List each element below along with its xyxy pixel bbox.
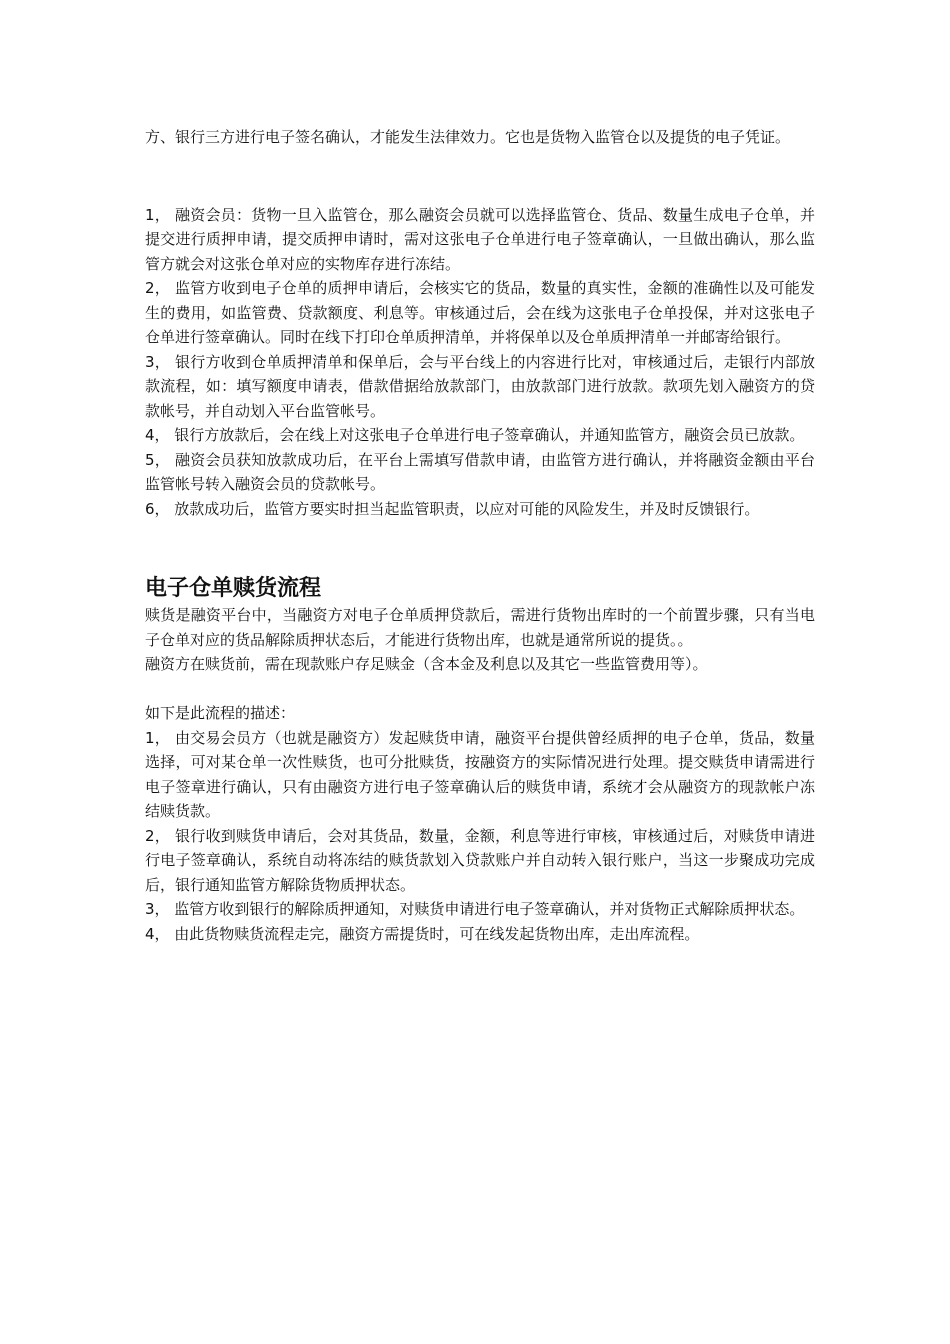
- redemption-step: 2， 银行收到赎货申请后，会对其货品，数量，金额，利息等进行审核，审核通过后，对赎货申请进行电子签章确认，系统自动将冻结的赎货款划入贷款账户并自动转入银行账户，当这一步聚成功完成后，银行通知监管方解除货物质押状态。: [145, 826, 815, 894]
- steps-intro: 如下是此流程的描述：: [145, 704, 296, 722]
- redemption-steps-list: [145, 726, 815, 947]
- pledge-step: 3， 银行方收到仓单质押清单和保单后，会与平台线上的内容进行比对，审核通过后，走银行内部放款流程，如：填写额度申请表，借款借据给放款部门，由放款部门进行放款。款项先划入融资方的贷款帐号，并自动划入平台监管帐号。: [145, 352, 815, 420]
- redemption-deposit-note: 融资方在赎货前，需在现款账户存足赎金（含本金及利息以及其它一些监管费用等）。: [145, 655, 708, 673]
- document-page: [145, 0, 815, 946]
- intro-paragraph: 方、银行三方进行电子签名确认，才能发生法律效力。它也是货物入监管仓以及提货的电子凭证。: [145, 128, 791, 146]
- pledge-step: 4， 银行方放款后，会在线上对这张电子仓单进行电子签章确认，并通知监管方，融资会员已放款。: [145, 426, 805, 444]
- pledge-steps-list: [145, 203, 815, 522]
- section-heading: 电子仓单赎货流程: [145, 576, 322, 601]
- pledge-step: 6， 放款成功后，监管方要实时担当起监管职责，以应对可能的风险发生，并及时反馈银行。: [145, 499, 760, 518]
- pledge-step: 5， 融资会员获知放款成功后，在平台上需填写借款申请，由监管方进行确认，并将融资金额由平台监管帐号转入融资会员的贷款帐号。: [145, 450, 815, 493]
- pledge-step: 2， 监管方收到电子仓单的质押申请后，会核实它的货品，数量的真实性，金额的准确性以及可能发生的费用，如监管费、贷款额度、利息等。审核通过后，会在线为这张电子仓单投保，并对这张电子仓单进行签章确认。同时在线下打印仓单质押清单，并将保单以及仓单质押清单一并邮寄给银行。: [145, 279, 815, 346]
- redemption-step: 1， 由交易会员方（也就是融资方）发起赎货申请，融资平台提供曾经质押的电子仓单，货品，数量选择，可对某仓单一次性赎货，也可分批赎货，按融资方的实际情况进行处理。提交赎货申请需进行电子签章进行确认，只有由融资方进行电子签章确认后的赎货申请，系统才会从融资方的现款帐户冻结赎货款。: [145, 728, 815, 820]
- redemption-step: 3， 监管方收到银行的解除质押通知，对赎货申请进行电子签章确认，并对货物正式解除质押状态。: [145, 900, 805, 918]
- redemption-description: 赎货是融资平台中，当融资方对电子仓单质押贷款后，需进行货物出库时的一个前置步骤，只有当电子仓单对应的货品解除质押状态后，才能进行货物出库，也就是通常所说的提货。。: [145, 606, 815, 649]
- redemption-step: 4， 由此货物赎货流程走完，融资方需提货时，可在线发起货物出库，走出库流程。: [145, 924, 700, 943]
- pledge-step: 1， 融资会员：货物一旦入监管仓，那么融资会员就可以选择监管仓、货品、数量生成电子仓单，并提交进行质押申请，提交质押申请时，需对这张电子仓单进行电子签章确认，一旦做出确认，那么监管方就会对这张仓单对应的实物库存进行冻结。: [145, 205, 815, 273]
